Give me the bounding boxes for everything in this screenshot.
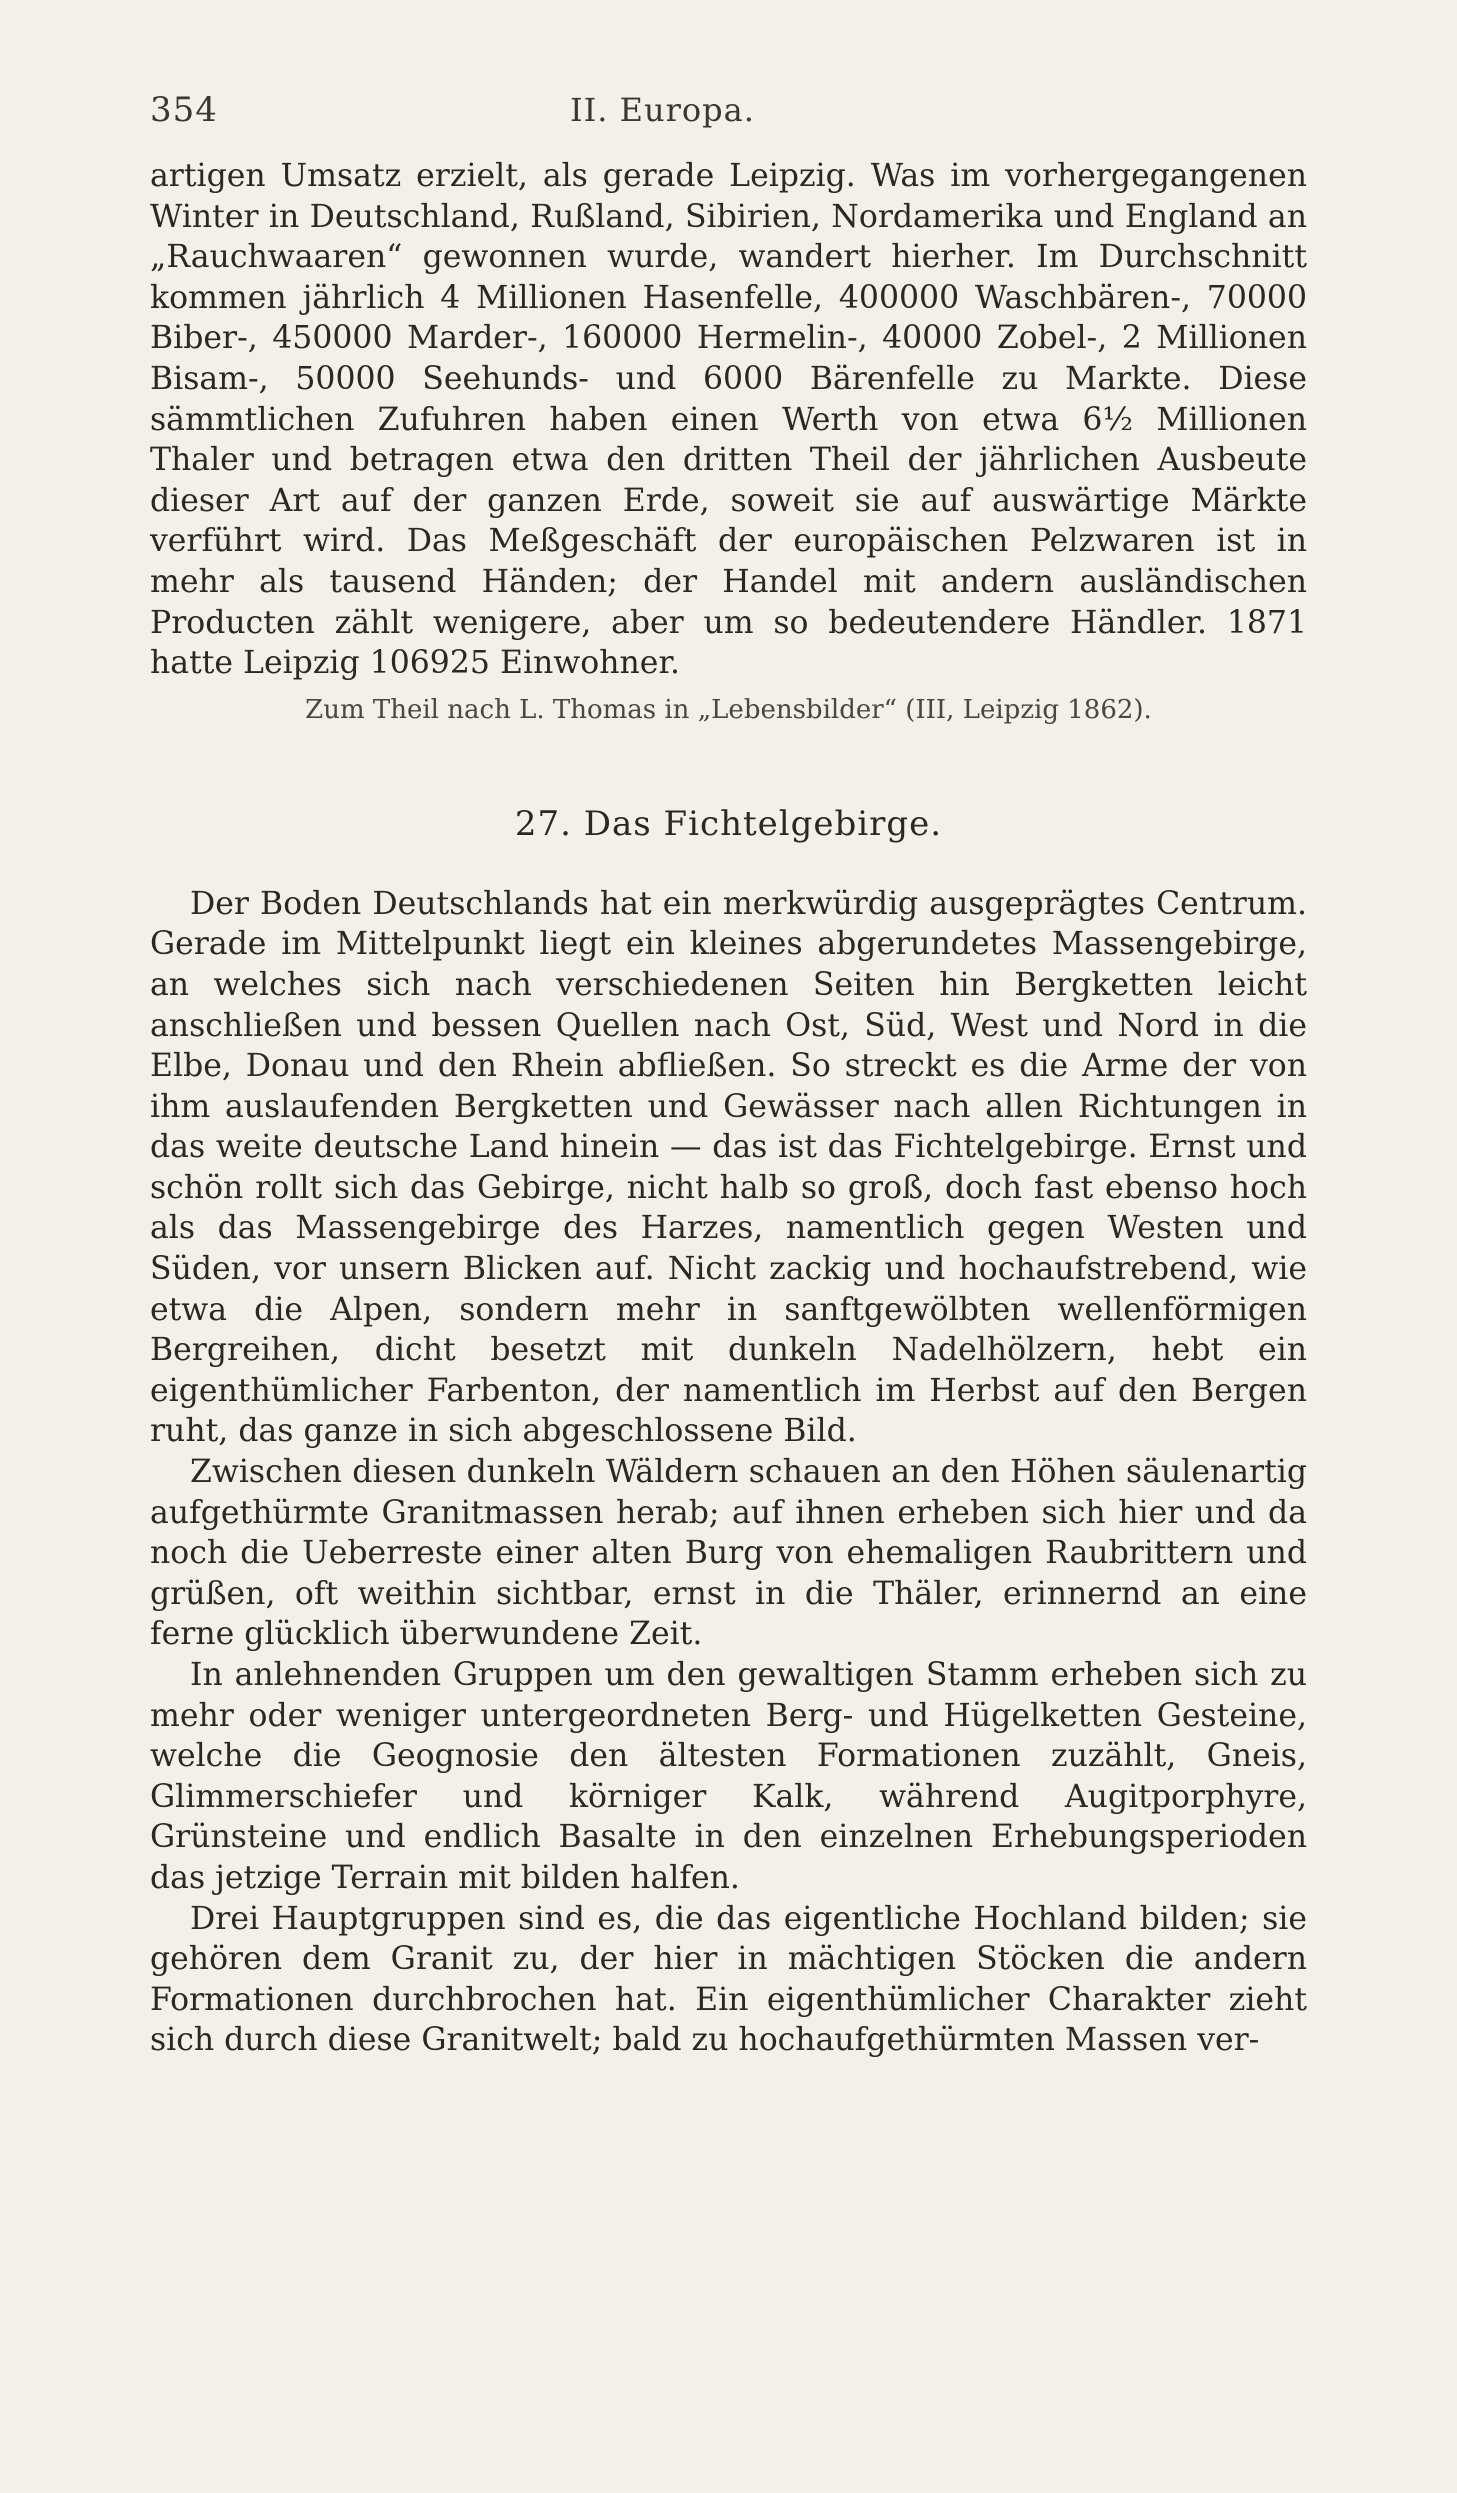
page-header — [150, 90, 1307, 150]
body-paragraph-4: Drei Hauptgruppen sind es, die das eigentliche Hochland bilden; sie gehören dem Granit zu, der hier in mächtigen Stöcken die andern Formationen durchbrochen hat. Ein eigenthümlicher Charakter zieht sich durch diese Granitwelt; bald zu hochaufgethürmten Massen ver- — [150, 1900, 1307, 2059]
body-paragraph-3: In anlehnenden Gruppen um den gewaltigen Stamm erheben sich zu mehr oder weniger untergeordneten Berg- und Hügelketten Gesteine, welche die Geognosie den ältesten Formationen zuzählt, Gneis, Glimmerschiefer und körniger Kalk, während Augitporphyre, Grünsteine und endlich Basalte in den einzelnen Erhebungsperioden das jetzige Terrain mit bilden halfen. — [150, 1657, 1307, 1896]
source-attribution: Zum Theil nach L. Thomas in „Lebensbilder“ (III, Leipzig 1862). — [305, 694, 1152, 725]
page-number: 354 — [150, 90, 218, 130]
running-head: II. Europa. — [570, 91, 755, 129]
body-paragraph-1: Der Boden Deutschlands hat ein merkwürdig ausgeprägtes Centrum. Gerade im Mittelpunkt liegt ein kleines abgerundetes Massengebirge, an welches sich nach verschiedenen Seiten hin Bergketten leicht anschließen und bessen Quellen nach Ost, Süd, West und Nord in die Elbe, Donau und den Rhein abfließen. So streckt es die Arme der von ihm auslaufenden Bergketten und Gewässer nach allen Richtungen in das weite deutsche Land hinein — das ist das Fichtelgebirge. Ernst und schön rollt sich das Gebirge, nicht halb so groß, doch fast ebenso hoch als das Massengebirge des Harzes, namentlich gegen Westen und Süden, vor unsern Blicken auf. Nicht zackig und hochaufstrebend, wie etwa die Alpen, sondern mehr in sanftgewölbten wellenförmigen Bergreihen, dicht besetzt mit dunkeln Nadelhölzern, hebt ein eigenthümlicher Farbenton, der namentlich im Herbst auf den Bergen ruht, das ganze in sich abgeschlossene Bild. — [150, 885, 1307, 1450]
continued-paragraph: artigen Umsatz erzielt, als gerade Leipzig. Was im vorhergegangenen Winter in Deutschland, Rußland, Sibirien, Nordamerika und England an „Rauchwaaren“ gewonnen wurde, wandert hierher. Im Durchschnitt kommen jährlich 4 Millionen Hasenfelle, 400000 Waschbären-, 70000 Biber-, 450000 Marder-, 160000 Hermelin-, 40000 Zobel-, 2 Millionen Bisam-, 50000 Seehunds- und 6000 Bärenfelle zu Markte. Diese sämmtlichen Zufuhren haben einen Werth von etwa 6½ Millionen Thaler und betragen etwa den dritten Theil der jährlichen Ausbeute dieser Art auf der ganzen Erde, soweit sie auf auswärtige Märkte verführt wird. Das Meßgeschäft der europäischen Pelzwaren ist in mehr als tausend Händen; der Handel mit andern ausländischen Producten zählt wenigere, aber um so bedeutendere Händler. 1871 hatte Leipzig 106925 Einwohner. — [150, 158, 1307, 682]
body-paragraph-2: Zwischen diesen dunkeln Wäldern schauen an den Höhen säulenartig aufgethürmte Granitmassen herab; auf ihnen erheben sich hier und da noch die Ueberreste einer alten Burg von ehemaligen Raubrittern und grüßen, oft weithin sichtbar, ernst in die Thäler, erinnernd an eine ferne glücklich überwundene Zeit. — [150, 1454, 1307, 1653]
section-title: 27. Das Fichtelgebirge. — [514, 803, 943, 844]
